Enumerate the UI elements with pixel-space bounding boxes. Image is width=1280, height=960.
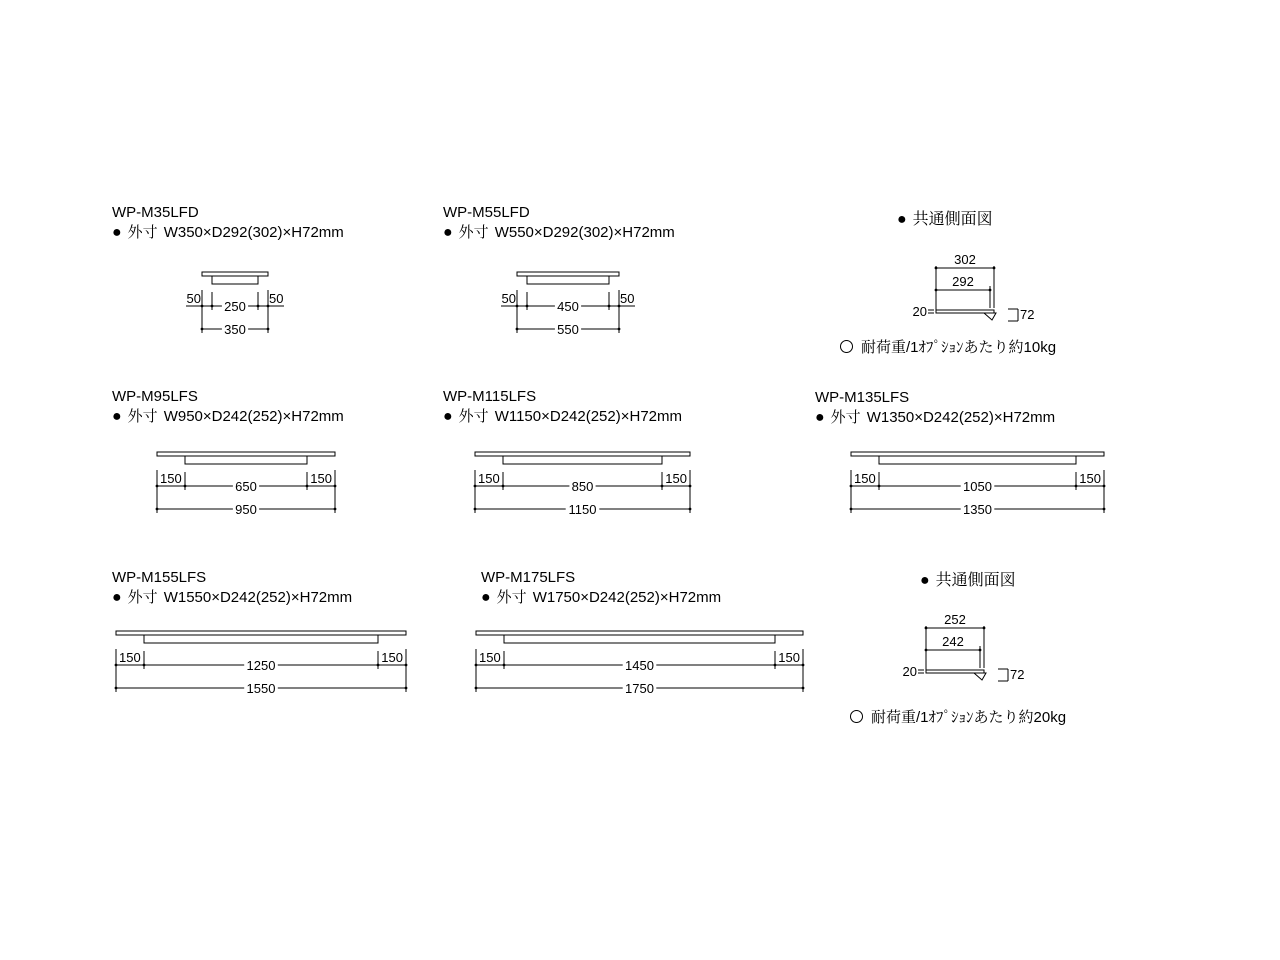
side-view-title-text: 共通側面図 (935, 572, 1016, 589)
dimension-label: 150 (381, 650, 403, 665)
dimension-label: 50 (620, 291, 635, 306)
dimension-label: 150 (478, 471, 500, 486)
dimension-label: 50 (269, 291, 284, 306)
dimension-label: 950 (235, 502, 257, 517)
product-code: WP-M35LFD (112, 204, 199, 221)
spec-prefix: 外寸 (127, 589, 158, 606)
bullet-icon: ● (920, 572, 930, 589)
load-note-text: 耐荷重/1ｵﾌﾟｼｮﾝあたり約20kg (871, 709, 1067, 726)
dimension-label: 292 (952, 274, 974, 289)
product-code: WP-M115LFS (443, 388, 537, 405)
product-code: WP-M135LFS (815, 389, 910, 406)
dimension-label: 150 (854, 471, 876, 486)
dimension-label: 150 (665, 471, 687, 486)
spec-prefix: 外寸 (127, 224, 158, 241)
dimension-label: 1250 (246, 658, 276, 673)
dimension-label: 1050 (963, 479, 992, 494)
dimension-label: 252 (944, 612, 966, 627)
bullet-icon: ● (443, 408, 453, 425)
bullet-icon: ● (897, 211, 907, 228)
spec-dimensions: W950×D242(252)×H72mm (163, 408, 344, 425)
load-note-text: 耐荷重/1ｵﾌﾟｼｮﾝあたり約10kg (861, 339, 1057, 356)
bullet-icon: ● (112, 589, 122, 606)
dimension-label: 1550 (246, 681, 276, 696)
dimension-label: 242 (942, 634, 964, 649)
bullet-icon: ● (481, 589, 491, 606)
dimension-label: 20 (902, 664, 917, 679)
spec-prefix: 外寸 (496, 589, 527, 606)
dimension-label: 850 (571, 479, 594, 494)
dimension-tick (925, 649, 928, 652)
dimension-label: 72 (1020, 307, 1035, 322)
dimension-label: 650 (235, 479, 257, 494)
dimension-label: 150 (160, 471, 182, 486)
spec-dimensions: W550×D292(302)×H72mm (494, 224, 675, 241)
spec-dimensions: W1350×D242(252)×H72mm (866, 409, 1056, 426)
product-code: WP-M95LFS (112, 388, 198, 405)
bullet-icon: ● (112, 408, 122, 425)
dimension-label: 450 (557, 299, 579, 314)
circle-icon (850, 710, 863, 723)
product-code: WP-M175LFS (481, 569, 576, 586)
spec-dimensions: W1550×D242(252)×H72mm (163, 589, 353, 606)
dimension-label: 150 (778, 650, 800, 665)
bullet-icon: ● (112, 224, 122, 241)
dimension-tick (983, 627, 986, 630)
dimension-label: 1150 (568, 502, 597, 517)
spec-dimensions: W1150×D242(252)×H72mm (494, 408, 683, 425)
dimension-label: 302 (954, 252, 976, 267)
shelf-profile-bracket (974, 673, 986, 680)
dimension-label: 550 (557, 322, 579, 337)
dimension-label: 150 (119, 650, 141, 665)
dimension-label: 72 (1010, 667, 1025, 682)
dimension-label: 50 (186, 291, 201, 306)
bullet-icon: ● (443, 224, 453, 241)
dimension-label: 350 (224, 322, 246, 337)
spec-dimensions: W350×D292(302)×H72mm (163, 224, 344, 241)
dimension-label: 250 (224, 299, 246, 314)
spec-prefix: 外寸 (458, 408, 489, 425)
dimension-tick (979, 649, 982, 652)
dimension-label: 1350 (963, 502, 992, 517)
bullet-icon: ● (815, 409, 825, 426)
spec-prefix: 外寸 (127, 408, 158, 425)
dimension-label: 1750 (625, 681, 654, 696)
product-code: WP-M55LFD (443, 204, 530, 221)
dimension-label: 150 (1079, 471, 1101, 486)
spec-dimensions: W1750×D242(252)×H72mm (532, 589, 722, 606)
side-view-title-text: 共通側面図 (912, 211, 993, 228)
dimension-label: 150 (310, 471, 332, 486)
product-code: WP-M155LFS (112, 569, 207, 586)
dimension-label: 20 (912, 304, 927, 319)
spec-prefix: 外寸 (458, 224, 489, 241)
dimension-label: 1450 (625, 658, 654, 673)
load-note (850, 709, 1066, 727)
dimension-tick (925, 627, 928, 630)
dimension-label: 50 (501, 291, 516, 306)
spec-prefix: 外寸 (830, 409, 861, 426)
dimension-label: 150 (479, 650, 501, 665)
